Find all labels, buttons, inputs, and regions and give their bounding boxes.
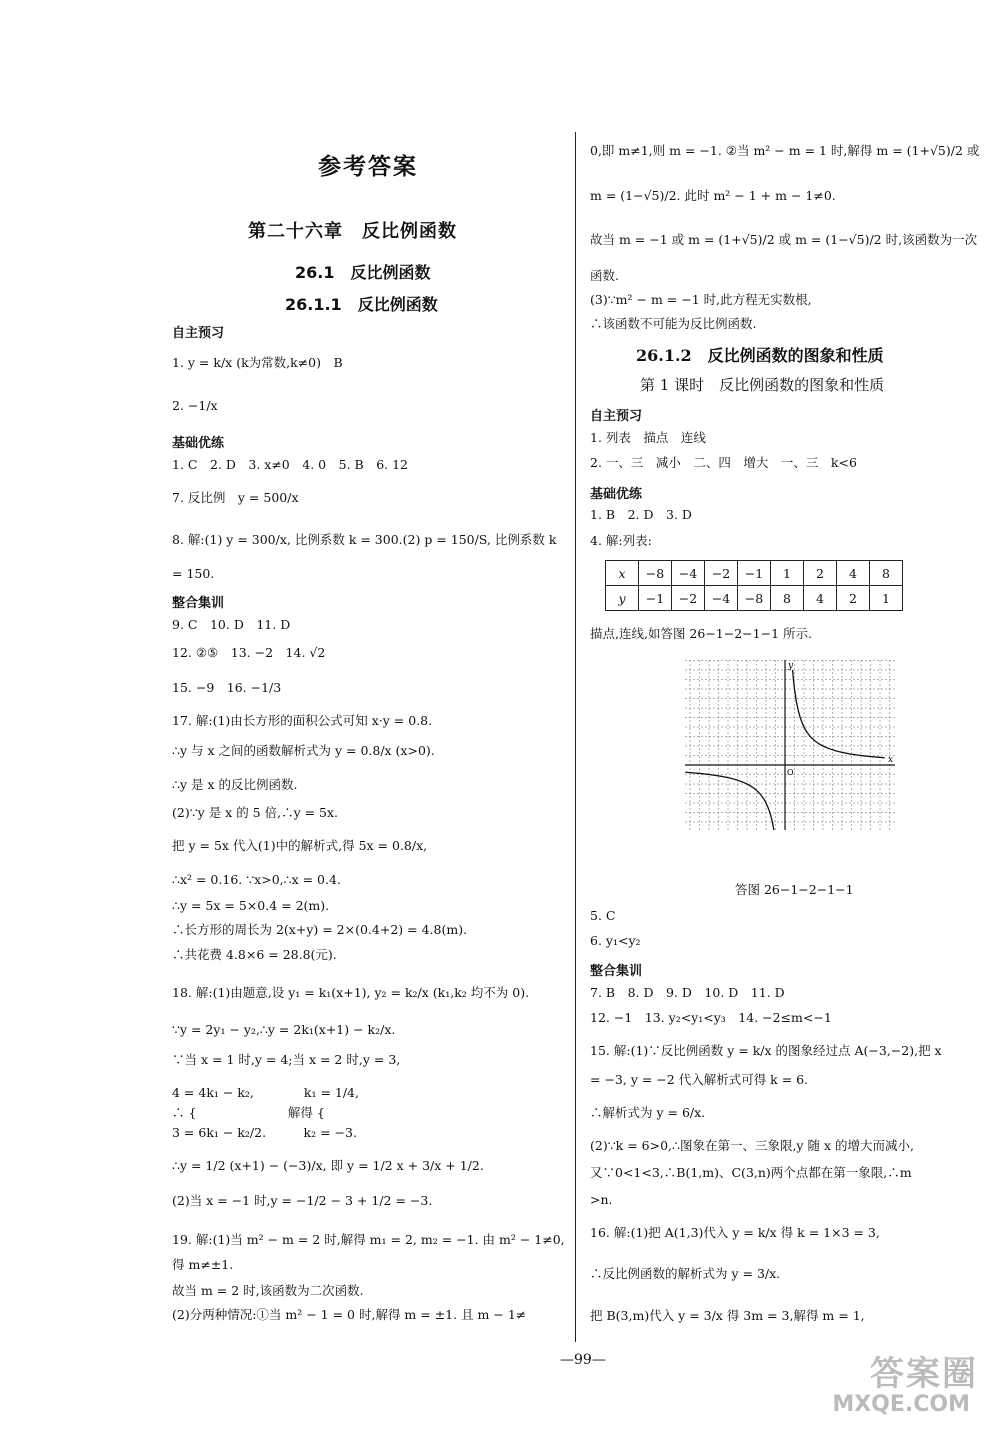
watermark-url: MXQE.COM bbox=[832, 1392, 970, 1417]
answer-line: 得 m≠±1. bbox=[172, 1257, 234, 1272]
x-axis-label: x bbox=[888, 755, 894, 765]
answer-line: 2. 一、三 减小 二、四 增大 一、三 k<6 bbox=[590, 455, 857, 470]
answer-line: m = (1−√5)/2. 此时 m² − 1 + m − 1≠0. bbox=[590, 188, 836, 203]
answer-line: 0,即 m≠1,则 m = −1. ②当 m² − m = 1 时,解得 m = (1+√5)/2 或 bbox=[590, 143, 980, 158]
section-label: 自主预习 bbox=[590, 409, 643, 424]
page-number: —99— bbox=[560, 1352, 606, 1368]
answer-line: 4 = 4k₁ − k₂, k₁ = 1/4, bbox=[172, 1085, 359, 1100]
answer-line: 故当 m = 2 时,该函数为二次函数. bbox=[172, 1283, 364, 1298]
table-cell: −1 bbox=[738, 561, 771, 586]
value-table bbox=[605, 560, 903, 611]
answer-line: 又∵0<1<3,∴B(1,m)、C(3,n)两个点都在第一象限,∴m bbox=[590, 1165, 912, 1180]
answer-line: (2)当 x = −1 时,y = −1/2 − 3 + 1/2 = −3. bbox=[172, 1193, 433, 1208]
answer-line: ∴该函数不可能为反比例函数. bbox=[590, 316, 757, 331]
figure-caption: 答图 26−1−2−1−1 bbox=[735, 882, 854, 897]
answer-line: 1. B 2. D 3. D bbox=[590, 507, 692, 522]
answer-line: 3 = 6k₁ − k₂/2. k₂ = −3. bbox=[172, 1125, 357, 1140]
answer-line: 5. C bbox=[590, 908, 616, 923]
table-cell: 8 bbox=[771, 586, 804, 611]
answer-line: 7. B 8. D 9. D 10. D 11. D bbox=[590, 985, 785, 1000]
section-label: 自主预习 bbox=[172, 326, 225, 341]
table-cell: −4 bbox=[705, 586, 738, 611]
table-cell: y bbox=[606, 586, 639, 611]
table-cell: −2 bbox=[672, 586, 705, 611]
section-label: 整合集训 bbox=[590, 964, 643, 979]
answer-line: ∴y = 1/2 (x+1) − (−3)/x, 即 y = 1/2 x + 3/x + 1/2. bbox=[172, 1158, 484, 1173]
page-title: 参考答案 bbox=[318, 154, 418, 180]
table-cell: −1 bbox=[639, 586, 672, 611]
lesson-heading: 第 1 课时 反比例函数的图象和性质 bbox=[640, 376, 885, 394]
answer-line: ∴y = 5x = 5×0.4 = 2(m). bbox=[172, 898, 330, 913]
answer-line: ∴反比例函数的解析式为 y = 3/x. bbox=[590, 1266, 781, 1281]
answer-line: ∵当 x = 1 时,y = 4;当 x = 2 时,y = 3, bbox=[172, 1052, 401, 1067]
answer-line: 2. −1/x bbox=[172, 398, 218, 413]
answer-line: 故当 m = −1 或 m = (1+√5)/2 或 m = (1−√5)/2 时,该函数为一次 bbox=[590, 232, 978, 247]
answer-line: 4. 解:列表: bbox=[590, 533, 652, 548]
answer-line: = −3, y = −2 代入解析式可得 k = 6. bbox=[590, 1072, 809, 1087]
origin-label: O bbox=[787, 768, 794, 777]
table-cell: 1 bbox=[870, 586, 903, 611]
answer-line: 1. C 2. D 3. x≠0 4. 0 5. B 6. 12 bbox=[172, 457, 409, 472]
answer-line: 1. 列表 描点 连线 bbox=[590, 430, 706, 445]
answer-line: 描点,连线,如答图 26−1−2−1−1 所示. bbox=[590, 626, 812, 641]
answer-line: 17. 解:(1)由长方形的面积公式可知 x·y = 0.8. bbox=[172, 713, 433, 728]
section-label: 基础优练 bbox=[590, 487, 643, 502]
graph-grid bbox=[685, 660, 895, 830]
watermark-logo: 答案圈 bbox=[870, 1354, 978, 1394]
answer-line: 12. −1 13. y₂<y₁<y₃ 14. −2≤m<−1 bbox=[590, 1010, 832, 1025]
subsection-title: 26.1.1 反比例函数 bbox=[285, 295, 438, 314]
answer-line: 把 y = 5x 代入(1)中的解析式,得 5x = 0.8/x, bbox=[172, 838, 428, 853]
table-cell: −8 bbox=[639, 561, 672, 586]
answer-line: = 150. bbox=[172, 566, 215, 581]
answer-line: 16. 解:(1)把 A(1,3)代入 y = k/x 得 k = 1×3 = 3, bbox=[590, 1225, 880, 1240]
answer-line: 把 B(3,m)代入 y = 3/x 得 3m = 3,解得 m = 1, bbox=[590, 1308, 865, 1323]
y-axis-label: y bbox=[788, 661, 794, 671]
answer-line: 7. 反比例 y = 500/x bbox=[172, 490, 299, 505]
answer-line: 19. 解:(1)当 m² − m = 2 时,解得 m₁ = 2, m₂ = −1. 由 m² − 1≠0, bbox=[172, 1232, 565, 1247]
answer-line: ∴x² = 0.16. ∵x>0,∴x = 0.4. bbox=[172, 872, 341, 887]
table-cell: 8 bbox=[870, 561, 903, 586]
curve-quadrant-1 bbox=[793, 670, 885, 758]
answer-line: 15. 解:(1)∵反比例函数 y = k/x 的图象经过点 A(−3,−2),把 x bbox=[590, 1043, 942, 1058]
answer-line: ∴长方形的周长为 2(x+y) = 2×(0.4+2) = 4.8(m). bbox=[172, 922, 468, 937]
answer-line: ∴y 是 x 的反比例函数. bbox=[172, 777, 298, 792]
table-cell: −8 bbox=[738, 586, 771, 611]
table-row-x bbox=[606, 561, 903, 586]
function-graph bbox=[685, 660, 895, 830]
column-divider bbox=[575, 132, 576, 1342]
answer-line: >n. bbox=[590, 1192, 613, 1207]
table-cell: 2 bbox=[837, 586, 870, 611]
chapter-title: 第二十六章 反比例函数 bbox=[248, 221, 457, 242]
table-cell: x bbox=[606, 561, 639, 586]
right-section-heading: 26.1.2 反比例函数的图象和性质 bbox=[636, 346, 884, 365]
answer-line: 9. C 10. D 11. D bbox=[172, 617, 291, 632]
section-label: 基础优练 bbox=[172, 436, 225, 451]
table-cell: −4 bbox=[672, 561, 705, 586]
answer-line: 函数. bbox=[590, 268, 619, 283]
answer-line: 8. 解:(1) y = 300/x, 比例系数 k = 300.(2) p = 150/S, 比例系数 k bbox=[172, 532, 557, 547]
section-label: 整合集训 bbox=[172, 596, 225, 611]
table-row-y bbox=[606, 586, 903, 611]
answer-line: (2)分两种情况:①当 m² − 1 = 0 时,解得 m = ±1. 且 m − 1≠ bbox=[172, 1307, 527, 1322]
answer-line: ∴y 与 x 之间的函数解析式为 y = 0.8/x (x>0). bbox=[172, 743, 435, 758]
answer-line: 1. y = k/x (k为常数,k≠0) B bbox=[172, 355, 343, 370]
answer-line: 15. −9 16. −1/3 bbox=[172, 680, 282, 695]
table-cell: 1 bbox=[771, 561, 804, 586]
table-cell: 2 bbox=[804, 561, 837, 586]
answer-line: 6. y₁<y₂ bbox=[590, 933, 641, 948]
answer-line: 12. ②⑤ 13. −2 14. √2 bbox=[172, 645, 326, 660]
answer-line: ∴ { 解得 { bbox=[172, 1105, 325, 1120]
answer-line: ∴解析式为 y = 6/x. bbox=[590, 1105, 706, 1120]
table-cell: 4 bbox=[837, 561, 870, 586]
table-cell: 4 bbox=[804, 586, 837, 611]
curve-quadrant-3 bbox=[685, 772, 777, 830]
table-cell: −2 bbox=[705, 561, 738, 586]
answer-line: (3)∵m² − m = −1 时,此方程无实数根, bbox=[590, 292, 812, 307]
answer-line: (2)∵y 是 x 的 5 倍,∴y = 5x. bbox=[172, 805, 339, 820]
section-title: 26.1 反比例函数 bbox=[295, 263, 431, 282]
answer-line: ∵y = 2y₁ − y₂,∴y = 2k₁(x+1) − k₂/x. bbox=[172, 1022, 396, 1037]
answer-line: (2)∵k = 6>0,∴图象在第一、三象限,y 随 x 的增大而减小, bbox=[590, 1138, 914, 1153]
answer-line: 18. 解:(1)由题意,设 y₁ = k₁(x+1), y₂ = k₂/x (k₁,k₂ 均不为 0). bbox=[172, 985, 530, 1000]
answer-line: ∴共花费 4.8×6 = 28.8(元). bbox=[172, 947, 337, 962]
